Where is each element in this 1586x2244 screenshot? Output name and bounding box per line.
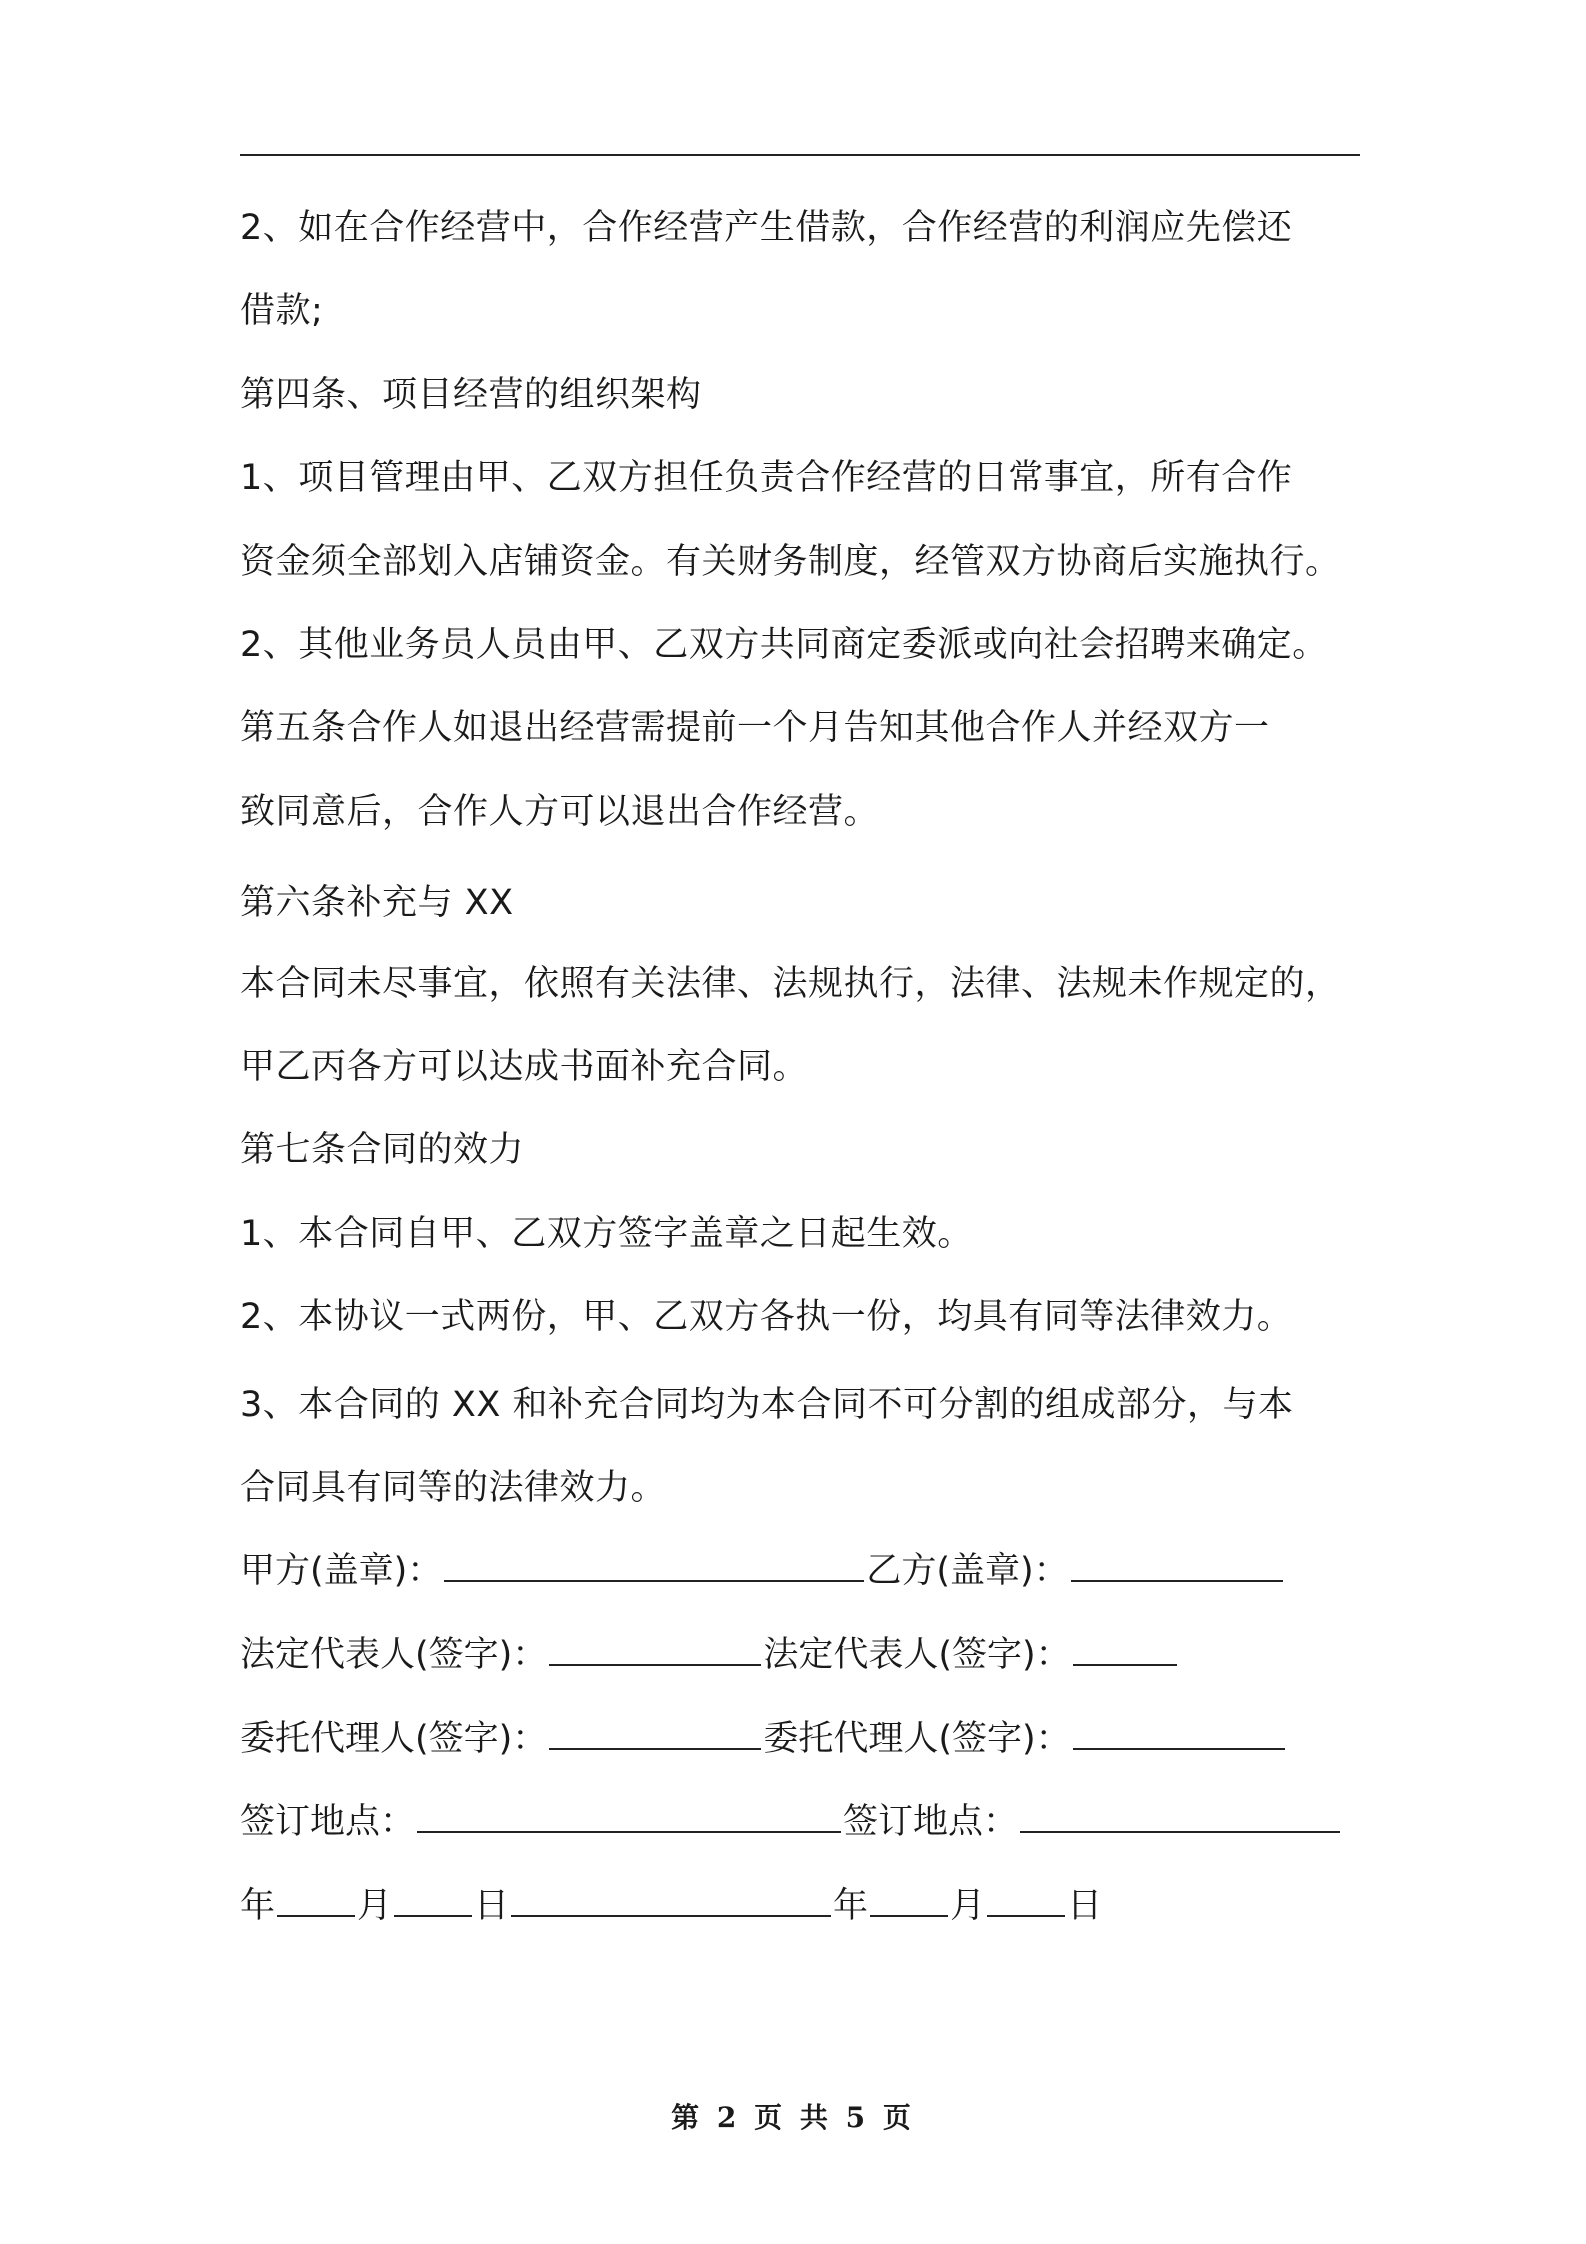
body-line: 借款; [240,291,324,331]
body-line: 2、本协议一式两份，甲、乙双方各执一份，均具有同等法律效力。 [240,1297,1293,1337]
month-label: 月 [357,1886,393,1926]
year-blank [277,1883,355,1917]
signature-row-representative [240,1632,1179,1677]
body-line: 1、项目管理由甲、乙双方担任负责合作经营的日常事宜，所有合作 [240,458,1293,498]
agent-a-blank [549,1716,761,1750]
signature-row-party [240,1548,1285,1593]
body-line: 3、本合同的 XX 和补充合同均为本合同不可分割的组成部分，与本 [240,1385,1294,1425]
month-label: 月 [950,1886,986,1926]
page-number-footer: 第 2 页 共 5 页 [671,2101,915,2134]
place-a-label: 签订地点： [240,1802,416,1842]
place-a-blank [417,1799,841,1833]
place-b-label: 签订地点： [843,1802,1019,1842]
day-label: 日 [1067,1886,1103,1926]
body-line: 致同意后，合作人方可以退出合作经营。 [240,792,880,832]
rep-a-label: 法定代表人(签字)： [240,1635,548,1675]
body-line: 第五条合作人如退出经营需提前一个月告知其他合作人并经双方一 [240,708,1270,748]
year-blank [870,1883,948,1917]
agent-b-blank [1073,1716,1285,1750]
section-heading: 第七条合同的效力 [240,1130,525,1170]
section-heading: 第四条、项目经营的组织架构 [240,375,702,415]
body-line: 1、本合同自甲、乙双方签字盖章之日起生效。 [240,1214,973,1254]
signature-row-place [240,1799,1342,1844]
body-line: 合同具有同等的法律效力。 [240,1468,667,1508]
party-a-label: 甲方(盖章)： [240,1551,443,1591]
month-blank [987,1883,1065,1917]
party-b-label: 乙方(盖章)： [866,1551,1069,1591]
body-line: 甲乙丙各方可以达成书面补充合同。 [240,1047,809,1087]
month-blank [394,1883,472,1917]
place-b-blank [1020,1799,1340,1833]
header-rule [240,154,1360,156]
agent-b-label: 委托代理人(签字)： [763,1719,1071,1759]
rep-b-label: 法定代表人(签字)： [763,1635,1071,1675]
rep-a-blank [549,1632,761,1666]
agent-a-label: 委托代理人(签字)： [240,1719,548,1759]
year-label: 年 [240,1886,276,1926]
party-b-blank [1071,1548,1283,1582]
body-line: 2、其他业务员人员由甲、乙双方共同商定委派或向社会招聘来确定。 [240,625,1328,665]
date-gap-blank [511,1883,831,1917]
signature-row-date [240,1883,1102,1928]
day-label: 日 [474,1886,510,1926]
body-line: 资金须全部划入店铺资金。有关财务制度，经管双方协商后实施执行。 [240,542,1341,582]
section-heading: 第六条补充与 XX [240,883,514,923]
body-line: 2、如在合作经营中，合作经营产生借款，合作经营的利润应先偿还 [240,208,1293,248]
signature-row-agent [240,1716,1287,1761]
year-label: 年 [833,1886,869,1926]
body-line: 本合同未尽事宜，依照有关法律、法规执行，法律、法规未作规定的， [240,964,1341,1004]
party-a-blank [444,1548,864,1582]
rep-b-blank [1073,1632,1177,1666]
